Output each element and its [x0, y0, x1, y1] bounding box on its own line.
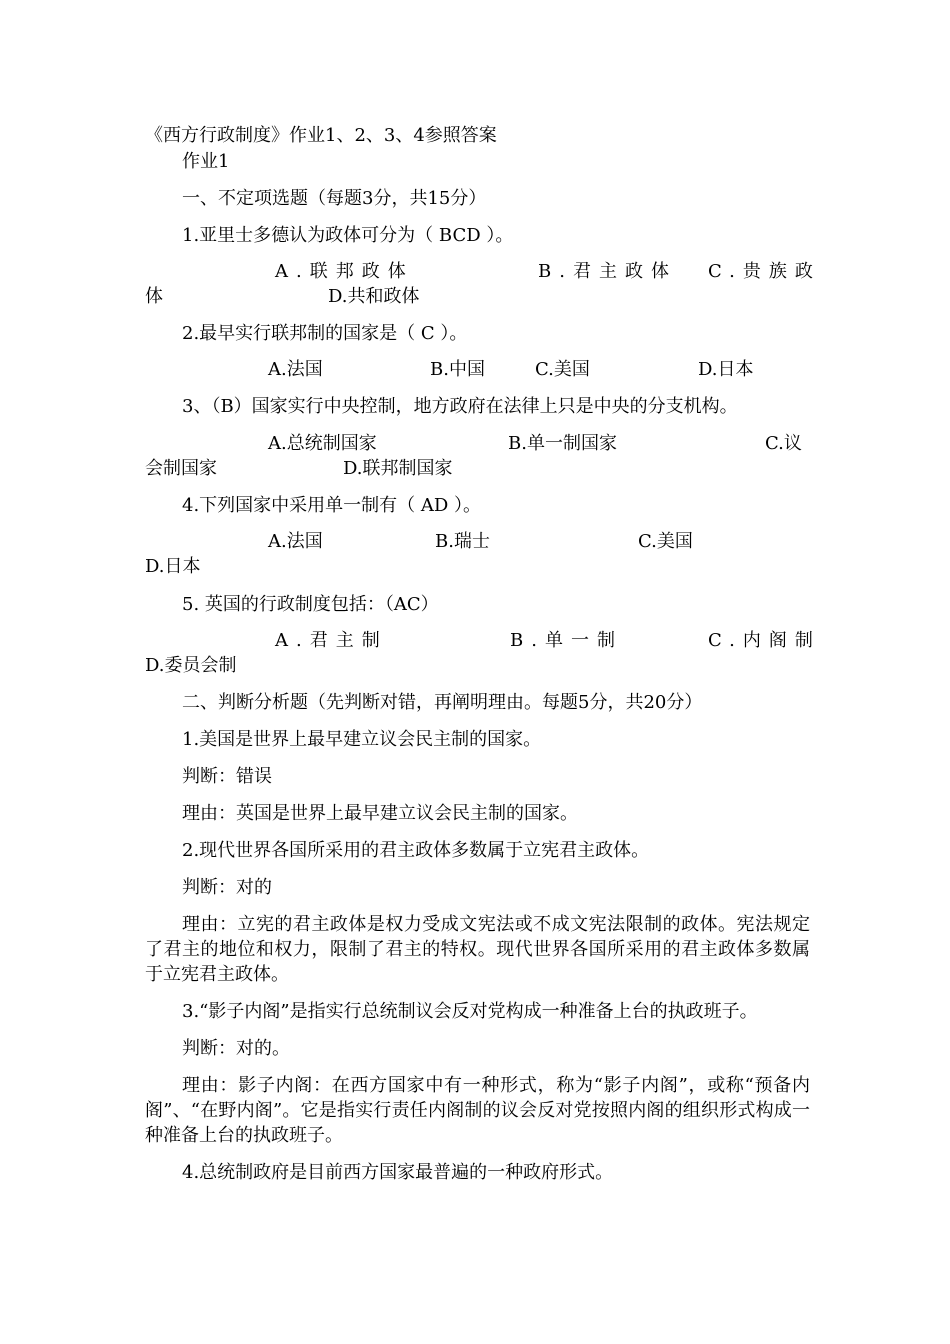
question-5-options	[145, 629, 821, 679]
option-b: B.君主政体	[538, 261, 677, 282]
option-c: C.贵族政	[708, 261, 821, 282]
question-2-options	[145, 358, 810, 384]
judge-question-4: 4.总统制政府是目前西方国家最普遍的一种政府形式。	[182, 1162, 614, 1183]
option-a: A.法国	[268, 359, 323, 380]
question-3-stem: 3、（B）国家实行中央控制，地方政府在法律上只是中央的分支机构。	[182, 396, 738, 417]
option-b: B.单一制	[510, 630, 623, 651]
question-1-stem: 1.亚里士多德认为政体可分为（ BCD ）。	[182, 225, 514, 246]
option-c: C.内阁制	[708, 630, 821, 651]
option-d: D.联邦制国家	[343, 458, 453, 479]
option-b: B.单一制国家	[508, 433, 617, 454]
judge-answer-1: 判断：错误	[182, 766, 272, 787]
option-a: A.联邦政体	[275, 261, 414, 282]
option-a: A.法国	[268, 531, 323, 552]
option-d: D.日本	[698, 359, 754, 380]
option-a: A.总统制国家	[268, 433, 377, 454]
judge-answer-3: 判断：对的。	[182, 1038, 290, 1059]
judge-reason-2: 理由：立宪的君主政体是权力受成文宪法或不成文宪法限制的政体。宪法规定了君主的地位和权力，限制了君主的特权。现代世界各国所采用的君主政体多数属于立宪君主政体。	[145, 914, 810, 985]
assignment-label: 作业1	[182, 151, 230, 172]
question-4-stem: 4.下列国家中采用单一制有（ AD ）。	[182, 495, 482, 516]
option-b: B.中国	[430, 359, 485, 380]
judge-question-1: 1.美国是世界上最早建立议会民主制的国家。	[182, 729, 542, 750]
section1-heading: 一、不定项选题（每题3分，共15分）	[182, 188, 487, 209]
question-3-options	[145, 432, 810, 482]
option-c-continued: 会制国家	[145, 458, 217, 479]
question-1-options	[145, 260, 821, 310]
option-c-continued: 体	[145, 286, 163, 307]
option-a: A.君主制	[275, 630, 388, 651]
option-c: C.美国	[535, 359, 590, 380]
judge-answer-2: 判断：对的	[182, 877, 272, 898]
judge-reason-3: 理由：影子内阁：在西方国家中有一种形式，称为“影子内阁”，或称“预备内阁”、“在野内阁”。它是指实行责任内阁制的议会反对党按照内阁的组织形式构成一种准备上台的执政班子。	[145, 1075, 810, 1146]
judge-question-2: 2.现代世界各国所采用的君主政体多数属于立宪君主政体。	[182, 840, 650, 861]
option-d: D.委员会制	[145, 655, 237, 676]
option-c: C.议	[765, 433, 802, 454]
question-5-stem: 5. 英国的行政制度包括：（AC）	[182, 594, 439, 615]
document-title: 《西方行政制度》作业1、2、3、4参照答案	[145, 125, 497, 146]
question-4-options	[145, 530, 810, 580]
option-c: C.美国	[638, 531, 693, 552]
judge-reason-1: 理由：英国是世界上最早建立议会民主制的国家。	[182, 803, 578, 824]
option-d: D.日本	[145, 556, 201, 577]
judge-question-3: 3.“影子内阁”是指实行总统制议会反对党构成一种准备上台的执政班子。	[182, 1001, 758, 1022]
section2-heading: 二、判断分析题（先判断对错，再阐明理由。每题5分，共20分）	[182, 692, 703, 713]
option-b: B.瑞士	[435, 531, 490, 552]
option-d: D.共和政体	[328, 286, 420, 307]
question-2-stem: 2.最早实行联邦制的国家是（ C ）。	[182, 323, 468, 344]
